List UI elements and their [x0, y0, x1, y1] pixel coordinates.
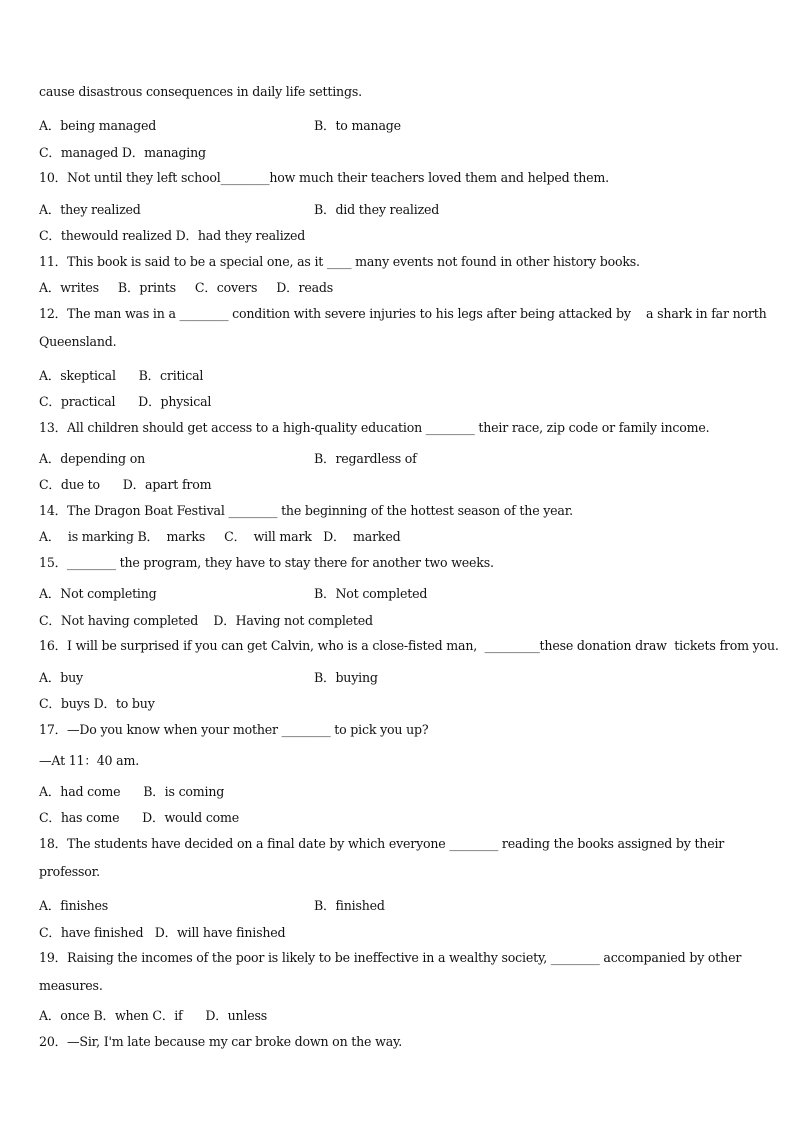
option-b: B．finished — [314, 898, 385, 913]
option-line: A．writes B．prints C．covers D．reads — [39, 280, 334, 295]
option-b: B．to manage — [314, 118, 401, 133]
option-line: A．once B．when C．if D．unless — [39, 1008, 268, 1023]
option-line: A．skeptical B．critical — [39, 368, 204, 383]
option-a: A．depending on — [39, 451, 145, 466]
question-17-cont: —At 11：40 am. — [39, 753, 140, 768]
question-10: 10．Not until they left school________how much their teachers loved them and helped them. — [39, 170, 609, 185]
question-18-cont: professor. — [39, 864, 100, 879]
question-15: 15．________ the program, they have to stay there for another two weeks. — [39, 555, 494, 570]
option-b: B．regardless of — [314, 451, 417, 466]
option-b: B．buying — [314, 670, 378, 685]
question-11: 11．This book is said to be a special one, as it ____ many events not found in other history books. — [39, 254, 640, 269]
question-13: 13．All children should get access to a high-quality education ________ their race, zip code or family income. — [39, 420, 710, 435]
option-line: A． is marking B． marks C． will mark D． marked — [39, 529, 401, 544]
question-14: 14．The Dragon Boat Festival ________ the beginning of the hottest season of the year. — [39, 503, 573, 518]
option-a: A．they realized — [39, 202, 141, 217]
option-line: C．buys D．to buy — [39, 696, 155, 711]
question-18: 18．The students have decided on a final date by which everyone ________ reading the books assigned by their — [39, 836, 725, 851]
option-line: C．has come D．would come — [39, 810, 240, 825]
option-line: C．Not having completed D．Having not completed — [39, 613, 373, 628]
option-line: C．due to D．apart from — [39, 477, 212, 492]
option-line: C．practical D．physical — [39, 394, 212, 409]
option-a: A．Not completing — [39, 586, 157, 601]
option-line: C．thewould realized D．had they realized — [39, 228, 306, 243]
option-line: A．had come B．is coming — [39, 784, 225, 799]
text-line: cause disastrous consequences in daily life settings. — [39, 84, 362, 99]
option-b: B．did they realized — [314, 202, 440, 217]
question-19-cont: measures. — [39, 978, 103, 993]
option-a: A．finishes — [39, 898, 109, 913]
question-17: 17．—Do you know when your mother ________ to pick you up? — [39, 722, 429, 737]
question-16: 16．I will be surprised if you can get Calvin, who is a close-fisted man, _________these donation draw tickets from you. — [39, 638, 779, 653]
question-12: 12．The man was in a ________ condition with severe injuries to his legs after being attacked by a shark in far north — [39, 306, 767, 321]
option-a: A．buy — [39, 670, 83, 685]
question-20: 20．—Sir, I'm late because my car broke down on the way. — [39, 1034, 403, 1049]
option-a: A．being managed — [39, 118, 157, 133]
question-19: 19．Raising the incomes of the poor is likely to be ineffective in a wealthy society, ________ accompanied by other — [39, 950, 742, 965]
option-line: C．managed D．managing — [39, 145, 206, 160]
option-b: B．Not completed — [314, 586, 428, 601]
question-12-cont: Queensland. — [39, 334, 117, 349]
option-line: C．have finished D．will have finished — [39, 925, 286, 940]
